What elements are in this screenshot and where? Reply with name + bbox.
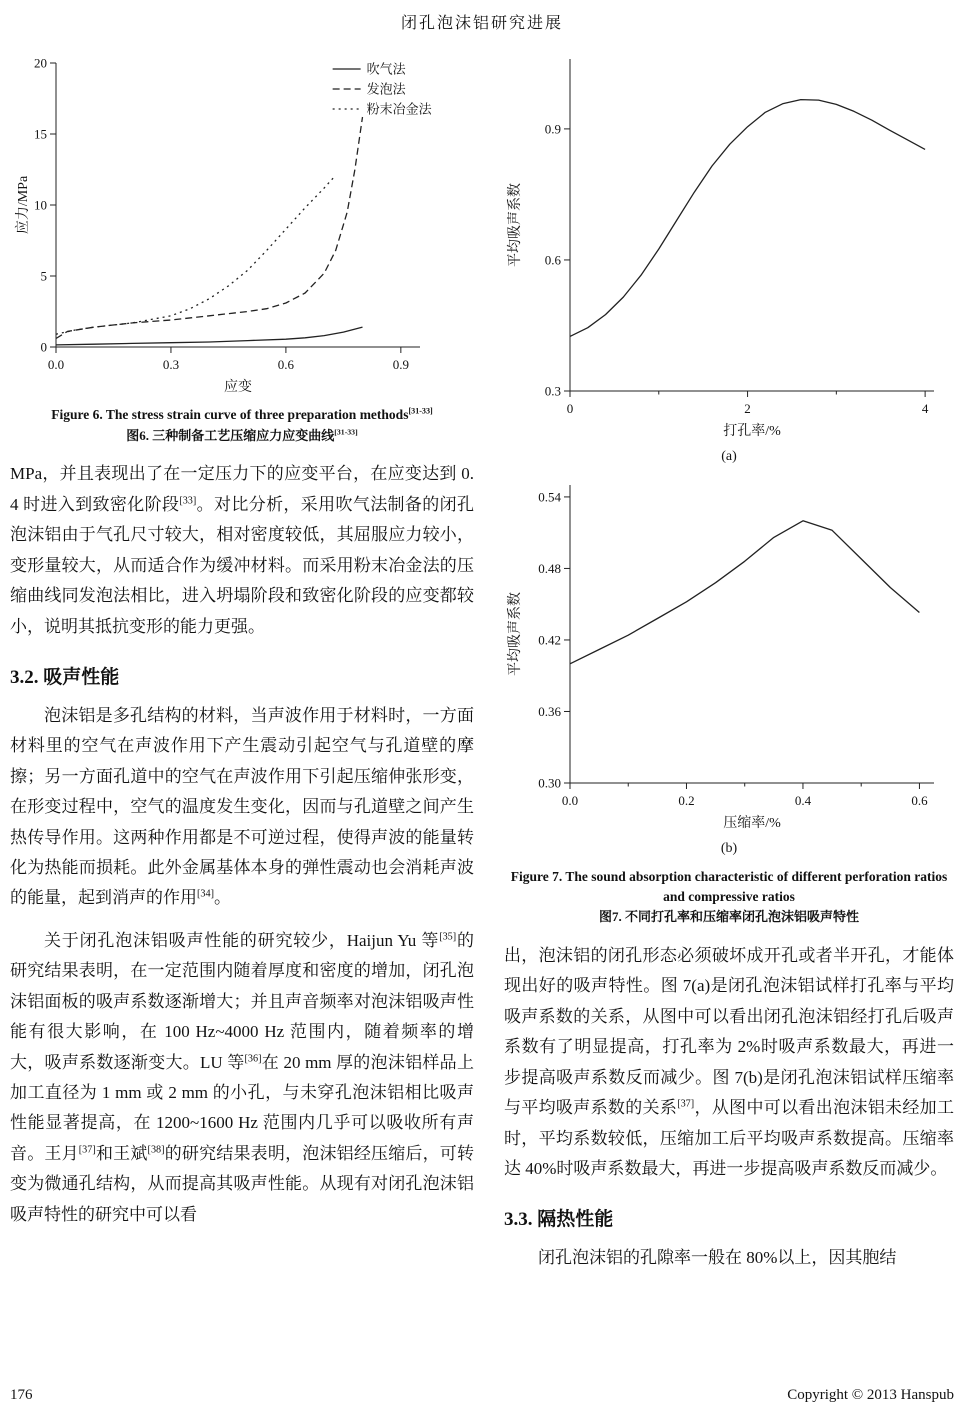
figure6-caption-zh: 图6. 三种制备工艺压缩应力应变曲线[31-33]: [126, 427, 358, 443]
svg-text:吹气法: 吹气法: [366, 61, 406, 77]
svg-text:0.3: 0.3: [544, 383, 561, 399]
figure7: [504, 49, 954, 927]
running-title: 闭孔泡沫铝研究进展: [400, 15, 563, 32]
svg-text:0.30: 0.30: [538, 775, 561, 791]
right-column: [504, 49, 954, 1274]
figure6-caption: [10, 405, 474, 445]
svg-text:发泡法: 发泡法: [366, 81, 406, 97]
svg-text:0.9: 0.9: [544, 121, 561, 137]
figure7-caption-en: Figure 7. The sound absorption characteristic of different perforation ratios and compressive ratios: [510, 869, 948, 904]
section-heading-3-3: 3.3. 隔热性能: [503, 1209, 614, 1231]
svg-text:20: 20: [33, 55, 47, 71]
svg-text:应变: 应变: [223, 380, 252, 395]
svg-text:10: 10: [33, 197, 47, 213]
svg-text:平均吸声系数: 平均吸声系数: [507, 592, 523, 676]
svg-text:0.3: 0.3: [162, 357, 180, 372]
svg-text:0.2: 0.2: [678, 793, 695, 808]
svg-text:0.0: 0.0: [561, 793, 579, 808]
section-heading-3-2: 3.2. 吸声性能: [10, 666, 120, 688]
two-column-body: [10, 49, 954, 1274]
svg-text:压缩率/%: 压缩率/%: [723, 816, 781, 831]
svg-text:0: 0: [40, 339, 47, 355]
svg-text:4: 4: [921, 401, 929, 416]
svg-text:0.48: 0.48: [538, 560, 561, 576]
paragraph-compression-analysis: MPa，并且表现出了在一定压力下的应变平台，在应变达到 0.4 时进入到致密化阶段[33]。对比分析，采用吹气法制备的闭孔泡沫铝由于气孔尺寸较大，相对密度较低，其屈服应力较小，变形量较大，从而适合作为缓冲材料。而采用粉末冶金法的压缩曲线同发泡法相比，进入坍塌阶段和致密化阶段的应变都较小，说明其抵抗变形的能力更强。: [10, 464, 474, 636]
svg-text:0.6: 0.6: [544, 252, 561, 268]
svg-text:2: 2: [744, 401, 751, 416]
figure7b-chart: [504, 475, 954, 841]
left-column: [10, 49, 474, 1274]
figure6: [10, 49, 474, 445]
figure6-caption-en: Figure 6. The stress strain curve of three preparation methods[31-33]: [51, 406, 433, 422]
paragraph-thermal-insulation: 闭孔泡沫铝的孔隙率一般在 80%以上，因其胞结: [537, 1248, 897, 1268]
svg-text:0.9: 0.9: [392, 357, 409, 372]
paragraph-sound-absorption-mechanism: 泡沫铝是多孔结构的材料，当声波作用于材料时，一方面材料里的空气在声波作用下产生震动引起空气与孔道壁的摩擦；另一方面孔道中的空气在声波作用下引起压缩伸张形变，在形变过程中，空气的温度发生变化，因而与孔道壁之间产生热传导作用。这两种作用都是不可逆过程，使得声波的能量转化为热能而损耗。此外金属基体本身的弹性震动也会消耗声波的能量，起到消声的作用[34]。: [10, 705, 474, 908]
svg-text:15: 15: [33, 126, 47, 142]
svg-text:0.54: 0.54: [538, 489, 561, 505]
figure7a-chart: [504, 49, 954, 449]
svg-text:0.6: 0.6: [277, 357, 295, 372]
svg-text:5: 5: [40, 268, 47, 284]
svg-text:0.42: 0.42: [538, 632, 561, 648]
figure7a-sublabel: (a): [721, 449, 737, 464]
svg-text:0.36: 0.36: [538, 703, 561, 719]
copyright-notice: Copyright © 2013 Hanspub: [787, 1387, 954, 1403]
figure7b-sublabel: (b): [720, 841, 738, 856]
svg-text:0.6: 0.6: [911, 793, 928, 808]
paragraph-perforation-discussion: 出，泡沫铝的闭孔形态必须破坏成开孔或者半开孔，才能体现出好的吸声特性。图 7(a)是闭孔泡沫铝试样打孔率与平均吸声系数的关系，从图中可以看出闭孔泡沫铝经打孔后吸声系数有了明显提高，打孔率为 2%时吸声系数最大，再进一步提高吸声系数反而减少。图 7(b)是闭孔泡沫铝试样压缩率与平均吸声系数的关系[37]，从图中可以看出泡沫铝未经加工时，平均系数较低，压缩加工后平均吸声系数提高。压缩率达 40%时吸声系数最大，再进一步提高吸声系数反而减少。: [503, 945, 954, 1178]
svg-text:0.0: 0.0: [47, 357, 65, 372]
svg-text:应力/MPa: 应力/MPa: [15, 175, 31, 235]
svg-text:平均吸声系数: 平均吸声系数: [507, 183, 523, 267]
paragraph-sound-absorption-research: 关于闭孔泡沫铝吸声性能的研究较少，Haijun Yu 等[35]的研究结果表明，在一定范围内随着厚度和密度的增加，闭孔泡沫铝面板的吸声系数逐渐增大；并且声音频率对泡沫铝吸声性能有很大影响，在 100 Hz~4000 Hz 范围内，随着频率的增大，吸声系数逐渐变大。LU 等[36]在 20 mm 厚的泡沫铝样品上加工直径为 1 mm 或 2 mm 的小孔，与未穿孔泡沫铝相比吸声性能显著提高，在 1200~1600 Hz 范围内几乎可以吸收所有声音。王月[37]和王斌[38]的研究结果表明，泡沫铝经压缩后，可转变为微通孔结构，从而提高其吸声性能。从现有对闭孔泡沫铝吸声特性的研究中可以看: [10, 930, 474, 1224]
svg-text:粉末冶金法: 粉末冶金法: [366, 101, 432, 117]
figure7-caption: [504, 867, 954, 927]
svg-text:打孔率/%: 打孔率/%: [723, 424, 781, 439]
svg-text:0.4: 0.4: [794, 793, 812, 808]
page-number: 176: [10, 1387, 33, 1403]
page-footer: [10, 1387, 954, 1404]
figure6-chart: [12, 49, 472, 401]
svg-text:0: 0: [566, 401, 574, 416]
figure7-caption-zh: 图7. 不同打孔率和压缩率闭孔泡沫铝吸声特性: [598, 909, 859, 925]
